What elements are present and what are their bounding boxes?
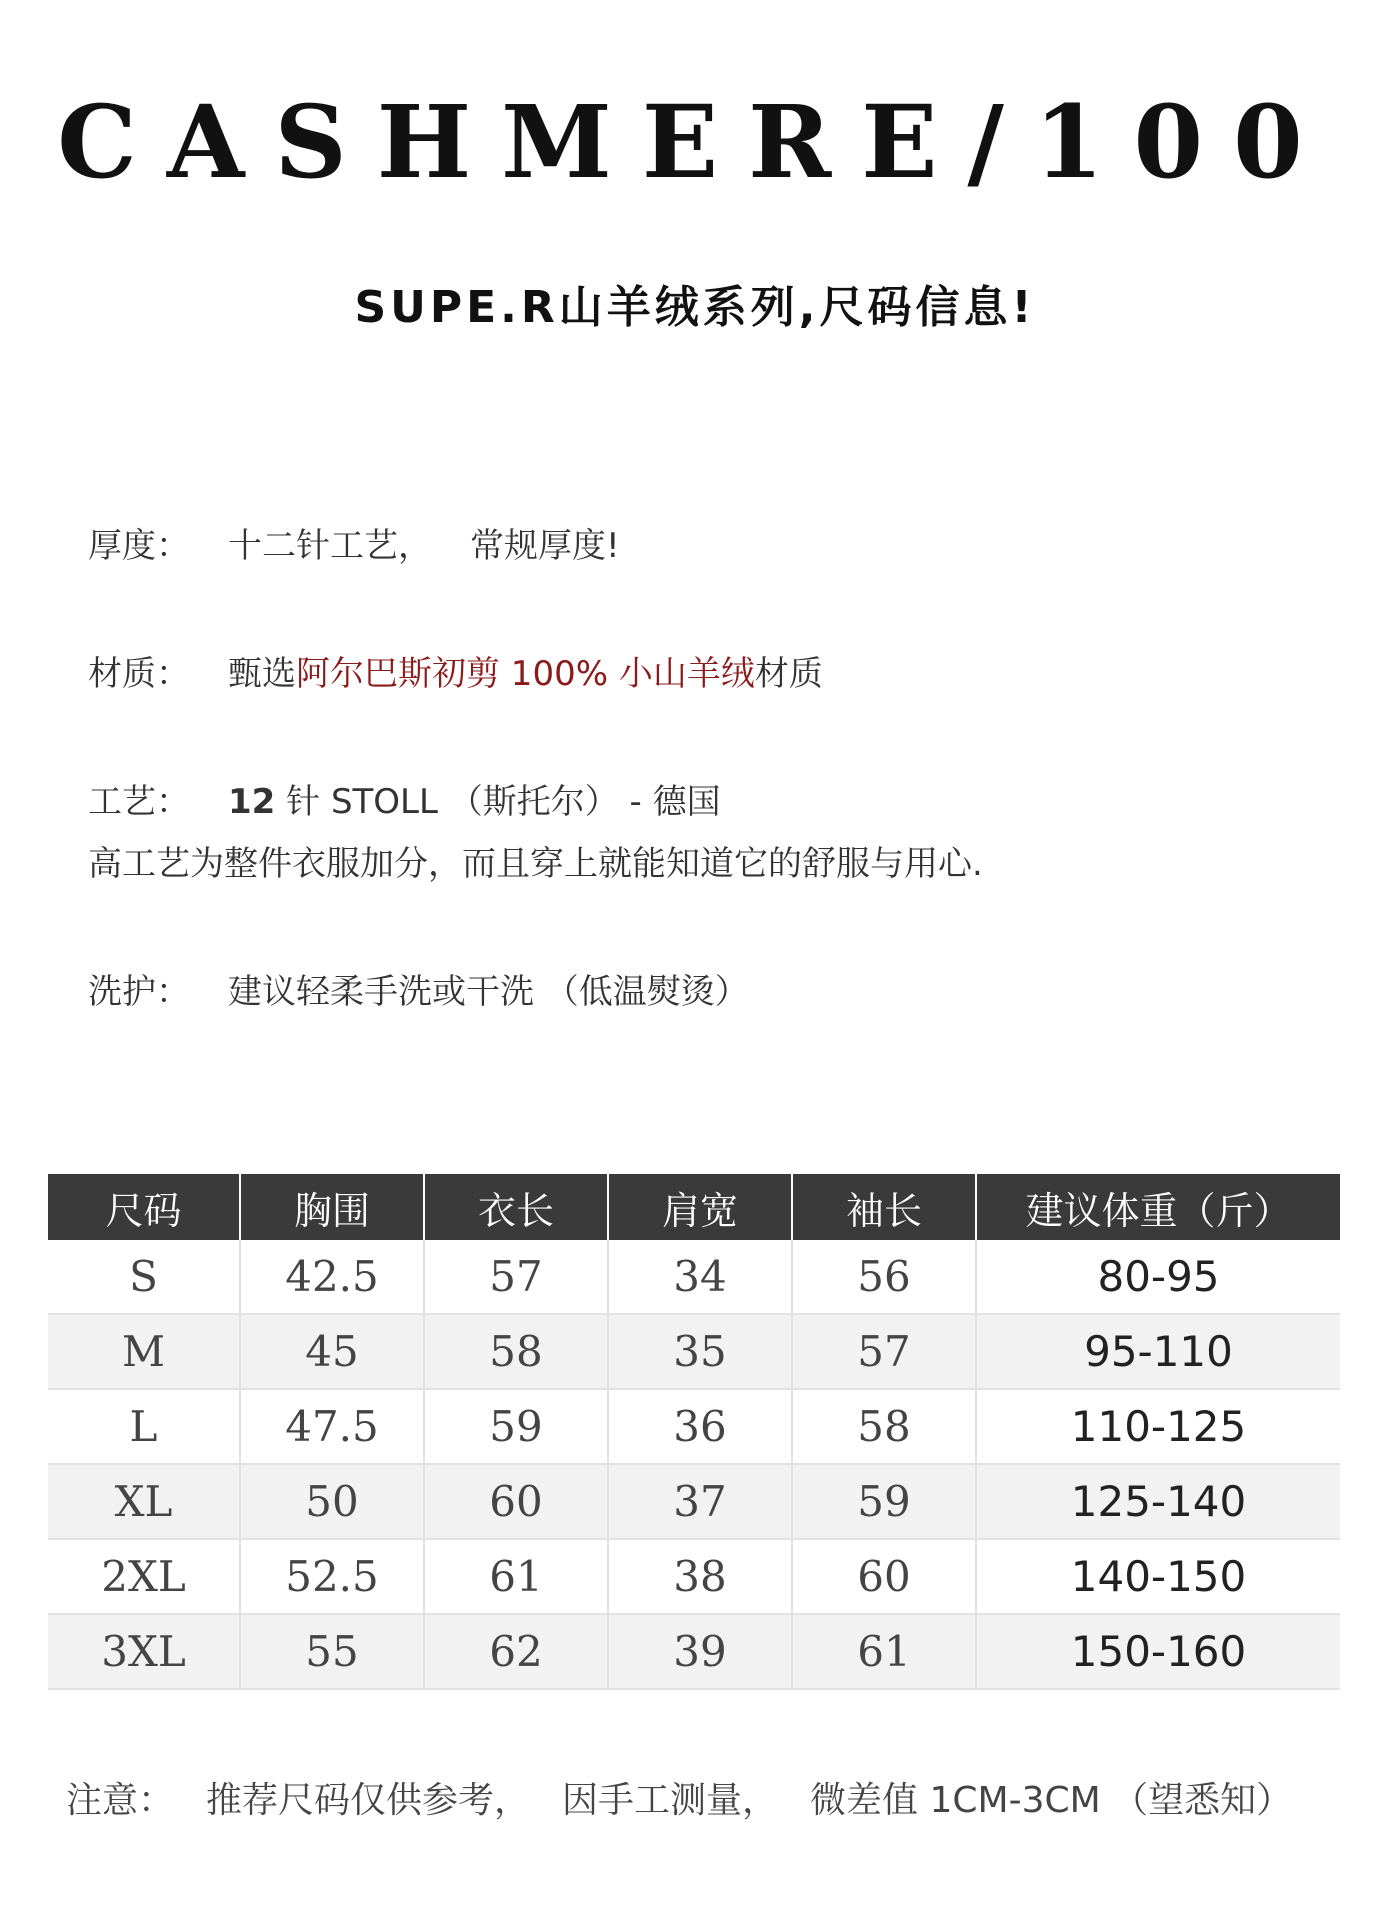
cell-chest: 55	[240, 1614, 424, 1689]
thickness-label: 厚度：	[88, 526, 190, 566]
care-value: 建议轻柔手洗或干洗 （低温熨烫）	[228, 972, 749, 1012]
material-label: 材质：	[88, 654, 190, 694]
note-part-2: 因手工测量，	[562, 1780, 779, 1821]
cell-sleeve: 58	[792, 1389, 976, 1464]
care-label: 洗护：	[88, 972, 190, 1012]
cell-shoulder: 35	[608, 1314, 792, 1389]
footnote	[66, 1776, 1292, 1826]
cell-weight: 95-110	[976, 1314, 1340, 1389]
cell-weight: 125-140	[976, 1464, 1340, 1539]
cell-weight: 110-125	[976, 1389, 1340, 1464]
cell-weight: 150-160	[976, 1614, 1340, 1689]
header-chest: 胸围	[240, 1174, 424, 1240]
cell-chest: 52.5	[240, 1539, 424, 1614]
thickness-line	[88, 522, 1308, 570]
header-shoulder: 肩宽	[608, 1174, 792, 1240]
material-prefix: 甄选	[228, 654, 296, 694]
material-suffix: 材质	[754, 654, 823, 694]
note-part-1: 推荐尺码仅供参考，	[206, 1780, 531, 1821]
cell-size: M	[48, 1314, 240, 1389]
care-line	[88, 968, 1308, 1016]
page-title: CASHMERE/100	[57, 83, 1333, 201]
header-sleeve: 袖长	[792, 1174, 976, 1240]
craft-label: 工艺：	[88, 782, 190, 822]
table-row	[48, 1539, 1340, 1614]
cell-sleeve: 59	[792, 1464, 976, 1539]
note-part-3: 微差值 1CM-3CM （望悉知）	[810, 1780, 1293, 1821]
header-length: 衣长	[424, 1174, 608, 1240]
page-subtitle: SUPE.R山羊绒系列,尺码信息!	[354, 282, 1036, 333]
cell-chest: 47.5	[240, 1389, 424, 1464]
thickness-value-2: 常规厚度!	[470, 526, 620, 566]
thickness-value-1: 十二针工艺，	[228, 526, 432, 566]
cell-size: 3XL	[48, 1614, 240, 1689]
header-weight: 建议体重（斤）	[976, 1174, 1340, 1240]
size-table-header	[48, 1174, 1340, 1240]
cell-size: L	[48, 1389, 240, 1464]
cell-shoulder: 37	[608, 1464, 792, 1539]
table-row	[48, 1240, 1340, 1314]
cell-chest: 50	[240, 1464, 424, 1539]
cell-length: 59	[424, 1389, 608, 1464]
cell-shoulder: 38	[608, 1539, 792, 1614]
header-size: 尺码	[48, 1174, 240, 1240]
cell-length: 58	[424, 1314, 608, 1389]
table-row	[48, 1614, 1340, 1689]
note-label: 注意：	[66, 1780, 175, 1821]
size-table	[48, 1174, 1340, 1690]
cell-sleeve: 57	[792, 1314, 976, 1389]
table-row	[48, 1389, 1340, 1464]
cell-sleeve: 61	[792, 1614, 976, 1689]
craft-description: 高工艺为整件衣服加分，而且穿上就能知道它的舒服与用心.	[88, 844, 983, 884]
cell-sleeve: 56	[792, 1240, 976, 1314]
table-row	[48, 1464, 1340, 1539]
cell-shoulder: 36	[608, 1389, 792, 1464]
cell-length: 62	[424, 1614, 608, 1689]
cell-length: 57	[424, 1240, 608, 1314]
cell-weight: 140-150	[976, 1539, 1340, 1614]
cell-size: S	[48, 1240, 240, 1314]
table-row	[48, 1314, 1340, 1389]
craft-value: 针 STOLL （斯托尔） - 德国	[286, 782, 721, 822]
cell-shoulder: 34	[608, 1240, 792, 1314]
craft-number: 12	[228, 782, 276, 822]
cell-weight: 80-95	[976, 1240, 1340, 1314]
cell-length: 60	[424, 1464, 608, 1539]
cell-chest: 45	[240, 1314, 424, 1389]
cell-shoulder: 39	[608, 1614, 792, 1689]
craft-line	[88, 778, 1308, 826]
cell-size: XL	[48, 1464, 240, 1539]
cell-length: 61	[424, 1539, 608, 1614]
cell-size: 2XL	[48, 1539, 240, 1614]
cell-chest: 42.5	[240, 1240, 424, 1314]
cell-sleeve: 60	[792, 1539, 976, 1614]
material-highlight: 阿尔巴斯初剪 100% 小山羊绒	[296, 654, 755, 694]
material-line	[88, 650, 1308, 698]
